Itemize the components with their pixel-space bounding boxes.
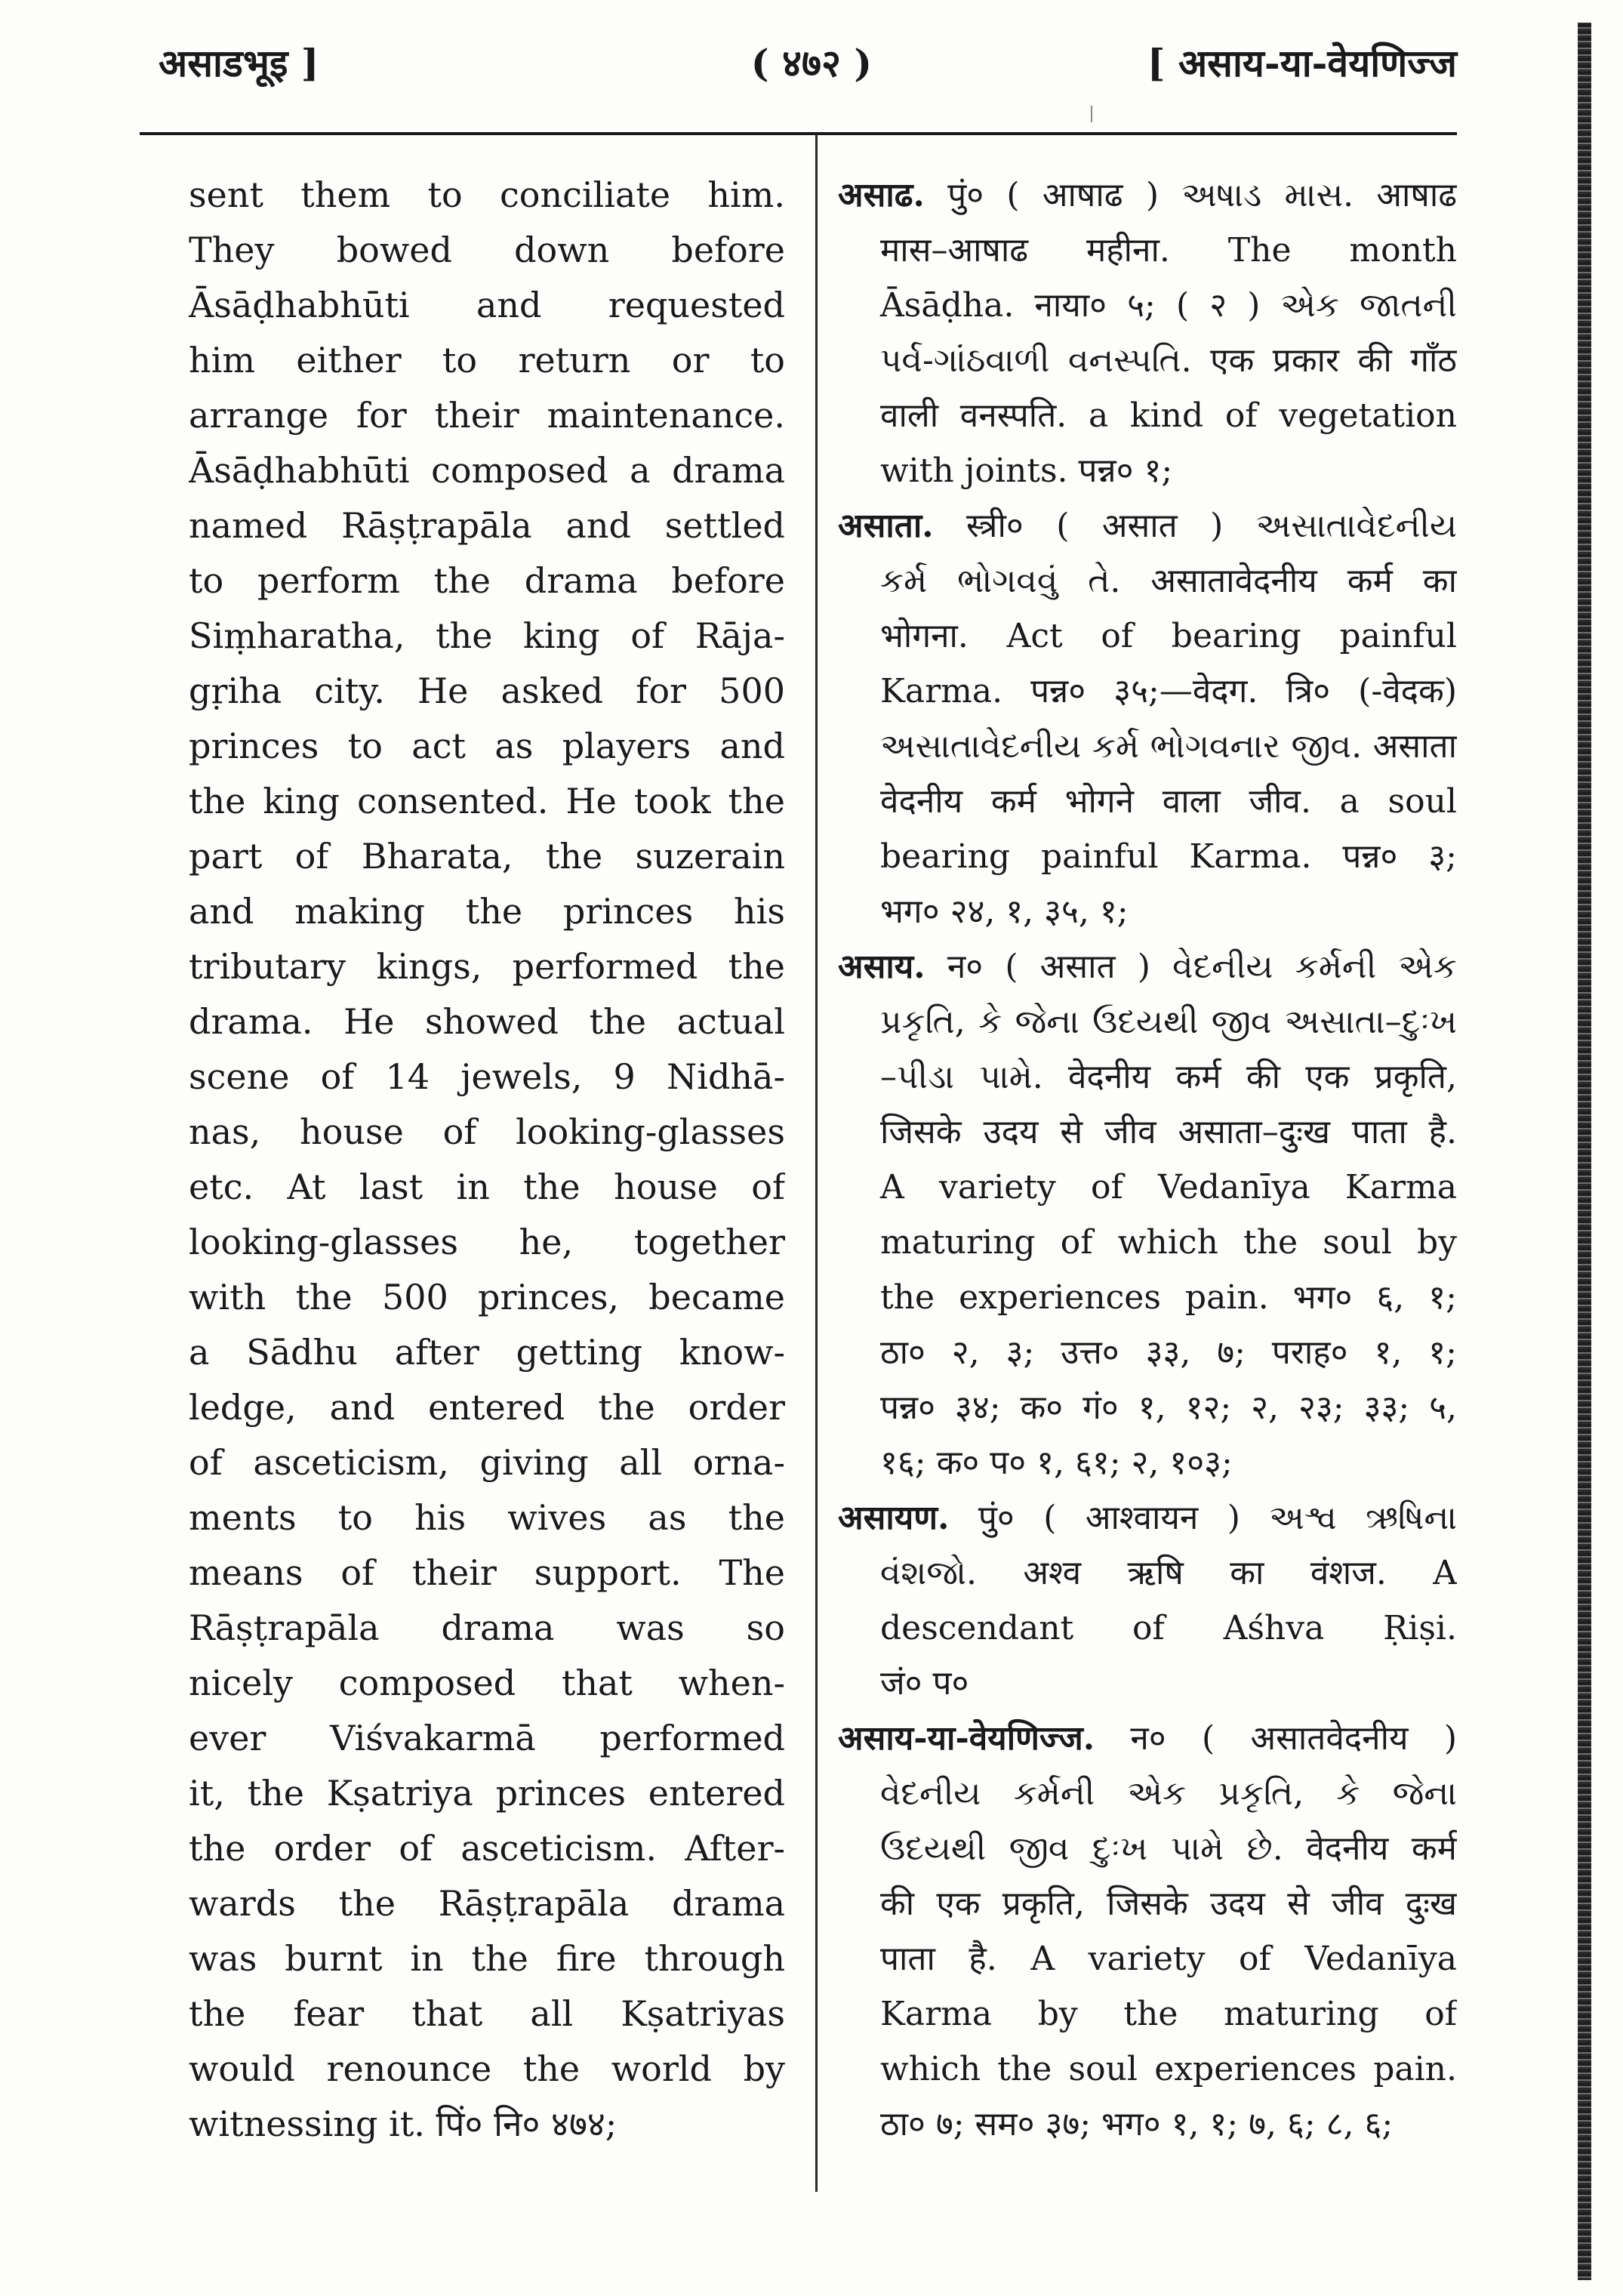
text-line: Āsāḍhabhūti composed a drama bbox=[189, 450, 785, 491]
text-line: would renounce the world by bbox=[189, 2048, 785, 2089]
entry-line: पाता है. A variety of Vedanīya bbox=[880, 1940, 1457, 1978]
text-line: the order of asceticism. After- bbox=[189, 1828, 785, 1869]
entry-line: Āsāḍha. नाया० ५; ( २ ) એક જાતની bbox=[880, 286, 1457, 325]
entry-headword: असाय. bbox=[838, 948, 925, 986]
entry-line: ठा० २, ३; उत्त० ३३, ७; पराह० १, १; bbox=[880, 1333, 1457, 1372]
text-line: ledge, and entered the order bbox=[189, 1387, 785, 1428]
entry-line: પર્વ-ગાંઠવાળી વનસ્પતિ. एक प्रकार की गाँठ bbox=[880, 341, 1457, 380]
entry-first-line bbox=[838, 498, 1457, 553]
text-line: him either to return or to bbox=[189, 340, 785, 381]
right-column-entries bbox=[838, 168, 1457, 2152]
running-head-left: असाडभूइ ] bbox=[159, 41, 319, 85]
entry-line: bearing painful Karma. पन्न० ३; bbox=[880, 837, 1457, 876]
binding-edge bbox=[1578, 23, 1591, 2280]
text-line: ments to his wives as the bbox=[189, 1497, 785, 1538]
entry-headword: असायण. bbox=[838, 1499, 950, 1537]
text-line: arrange for their maintenance. bbox=[189, 395, 785, 436]
entry-line: वेदनीय कर्म भोगने वाला जीव. a soul bbox=[880, 782, 1457, 821]
text-line: of asceticism, giving all orna- bbox=[189, 1442, 785, 1483]
entry-first-line bbox=[838, 1490, 1457, 1546]
entry-definition-start: पुं० ( आश्वायन ) અશ્વ ઋષિના bbox=[949, 1499, 1457, 1537]
text-line: with the 500 princes, became bbox=[189, 1277, 785, 1318]
text-line: Āsāḍhabhūti and requested bbox=[189, 285, 785, 325]
text-line: means of their support. The bbox=[189, 1552, 785, 1593]
text-line: the fear that all Kṣatriyas bbox=[189, 1993, 785, 2034]
column-divider bbox=[815, 134, 818, 2192]
entry-line: जिसके उदय से जीव असाता–दुःख पाता है. bbox=[880, 1113, 1457, 1151]
entry-line: A variety of Vedanīya Karma bbox=[880, 1168, 1457, 1207]
entry-first-line bbox=[838, 168, 1457, 223]
text-line: gṛiha city. He asked for 500 bbox=[189, 670, 785, 711]
text-line: scene of 14 jewels, 9 Nidhā- bbox=[189, 1056, 785, 1097]
entry-line: the experiences pain. भग० ६, १; bbox=[880, 1278, 1457, 1317]
entry-line: પ્રકૃતિ, કે જેના ઉદયથી જીવ અસાતા–દુઃખ bbox=[880, 1003, 1457, 1041]
text-line: named Rāṣṭrapāla and settled bbox=[189, 505, 785, 546]
text-line: a Sādhu after getting know- bbox=[189, 1332, 785, 1373]
print-mark bbox=[1091, 106, 1092, 122]
running-head-right: [ असाय-या-वेयणिज्ज bbox=[1147, 41, 1457, 85]
entry-headword: असाता. bbox=[838, 507, 934, 545]
entry-first-line bbox=[838, 939, 1457, 994]
dictionary-entry bbox=[838, 498, 1457, 939]
entry-line: વંશજો. अश्व ऋषि का वंशज. A bbox=[880, 1554, 1457, 1592]
entry-line: जं० प० bbox=[880, 1664, 969, 1703]
text-line: princes to act as players and bbox=[189, 726, 785, 766]
text-line: They bowed down before bbox=[189, 230, 785, 270]
entry-line: maturing of which the soul by bbox=[880, 1223, 1457, 1262]
entry-definition-start: न० ( असात ) વેદનીય કર્મની એક bbox=[925, 948, 1457, 986]
text-line: nas, house of looking-glasses bbox=[189, 1111, 785, 1152]
dictionary-entry bbox=[838, 939, 1457, 1490]
entry-line: Karma. पन्न० ३५;—वेदग. त्रि० (-वेदक) bbox=[880, 672, 1457, 710]
entry-headword: असाय-या-वेयणिज्ज. bbox=[838, 1719, 1095, 1758]
entry-line: with joints. पन्न० १; bbox=[880, 451, 1173, 490]
text-line: etc. At last in the house of bbox=[189, 1166, 785, 1207]
text-line: sent them to conciliate him. bbox=[189, 174, 785, 215]
text-line: was burnt in the fire through bbox=[189, 1938, 785, 1979]
entry-line: भोगना. Act of bearing painful bbox=[880, 617, 1457, 655]
entry-definition-start: पुं० ( आषाढ ) અષાડ માસ. आषाढ bbox=[924, 176, 1457, 214]
entry-line: की एक प्रकृति, जिसके उदय से जीव दुःख bbox=[880, 1885, 1457, 1923]
entry-line: मास–आषाढ महीना. The month bbox=[880, 231, 1457, 270]
header-rule bbox=[140, 132, 1457, 135]
entry-definition-start: न० ( असातवेदनीय ) bbox=[1095, 1719, 1457, 1758]
entry-line: पन्न० ३४; क० गं० १, १२; २, २३; ३३; ५, bbox=[880, 1388, 1457, 1427]
text-line: ever Viśvakarmā performed bbox=[189, 1718, 785, 1758]
text-line: drama. He showed the actual bbox=[189, 1001, 785, 1042]
text-line: witnessing it. पिं० नि० ४७४; bbox=[189, 2103, 617, 2144]
entry-line: –પીડા પામે. वेदनीय कर्म की एक प्रकृति, bbox=[880, 1058, 1457, 1096]
left-column-text bbox=[189, 168, 785, 2152]
entry-line: वाली वनस्पति. a kind of vegetation bbox=[880, 396, 1457, 435]
entry-line: ठा० ७; सम० ३७; भग० १, १; ७, ६; ८, ६; bbox=[880, 2105, 1394, 2143]
entry-line: १६; क० प० १, ६१; २, १०३; bbox=[880, 1444, 1233, 1482]
entry-line: ઉદયથી જીવ દુઃખ પામે છે. वेदनीय कर्म bbox=[880, 1829, 1457, 1868]
text-line: part of Bharata, the suzerain bbox=[189, 836, 785, 877]
text-line: looking-glasses he, together bbox=[189, 1222, 785, 1262]
text-line: tributary kings, performed the bbox=[189, 946, 785, 987]
text-line: to perform the drama before bbox=[189, 560, 785, 601]
text-line: wards the Rāṣṭrapāla drama bbox=[189, 1883, 785, 1924]
entry-headword: असाढ. bbox=[838, 176, 925, 214]
entry-first-line bbox=[838, 1711, 1457, 1766]
entry-line: અસાતાવેદનીય કર્મ ભોગવનાર જીવ. असाता bbox=[880, 727, 1457, 766]
text-line: and making the princes his bbox=[189, 891, 785, 932]
dictionary-entry bbox=[838, 1711, 1457, 2152]
dictionary-entry bbox=[838, 1490, 1457, 1711]
entry-line: भग० २४, १, ३५, १; bbox=[880, 892, 1129, 931]
entry-line: વેદનીય કર્મની એક પ્રકૃતિ, કે જેના bbox=[880, 1774, 1457, 1813]
text-line: nicely composed that when- bbox=[189, 1663, 785, 1703]
entry-line: કર્મ ભોગવવું તે. असातावेदनीय कर्म का bbox=[880, 562, 1457, 600]
text-line: it, the Kṣatriya princes entered bbox=[189, 1773, 785, 1814]
text-line: the king consented. He took the bbox=[189, 781, 785, 821]
entry-definition-start: स्त्री० ( असात ) અસાતાવેદનીય bbox=[933, 507, 1457, 545]
text-line: Siṃharatha, the king of Rāja- bbox=[189, 615, 785, 656]
entry-line: which the soul experiences pain. bbox=[880, 2050, 1457, 2088]
text-line: Rāṣṭrapāla drama was so bbox=[189, 1607, 785, 1648]
page-number: ( ४७२ ) bbox=[750, 41, 873, 85]
dictionary-entry bbox=[838, 168, 1457, 498]
entry-line: Karma by the maturing of bbox=[880, 1995, 1457, 2033]
entry-line: descendant of Aśhva Ṛiṣi. bbox=[880, 1609, 1457, 1647]
